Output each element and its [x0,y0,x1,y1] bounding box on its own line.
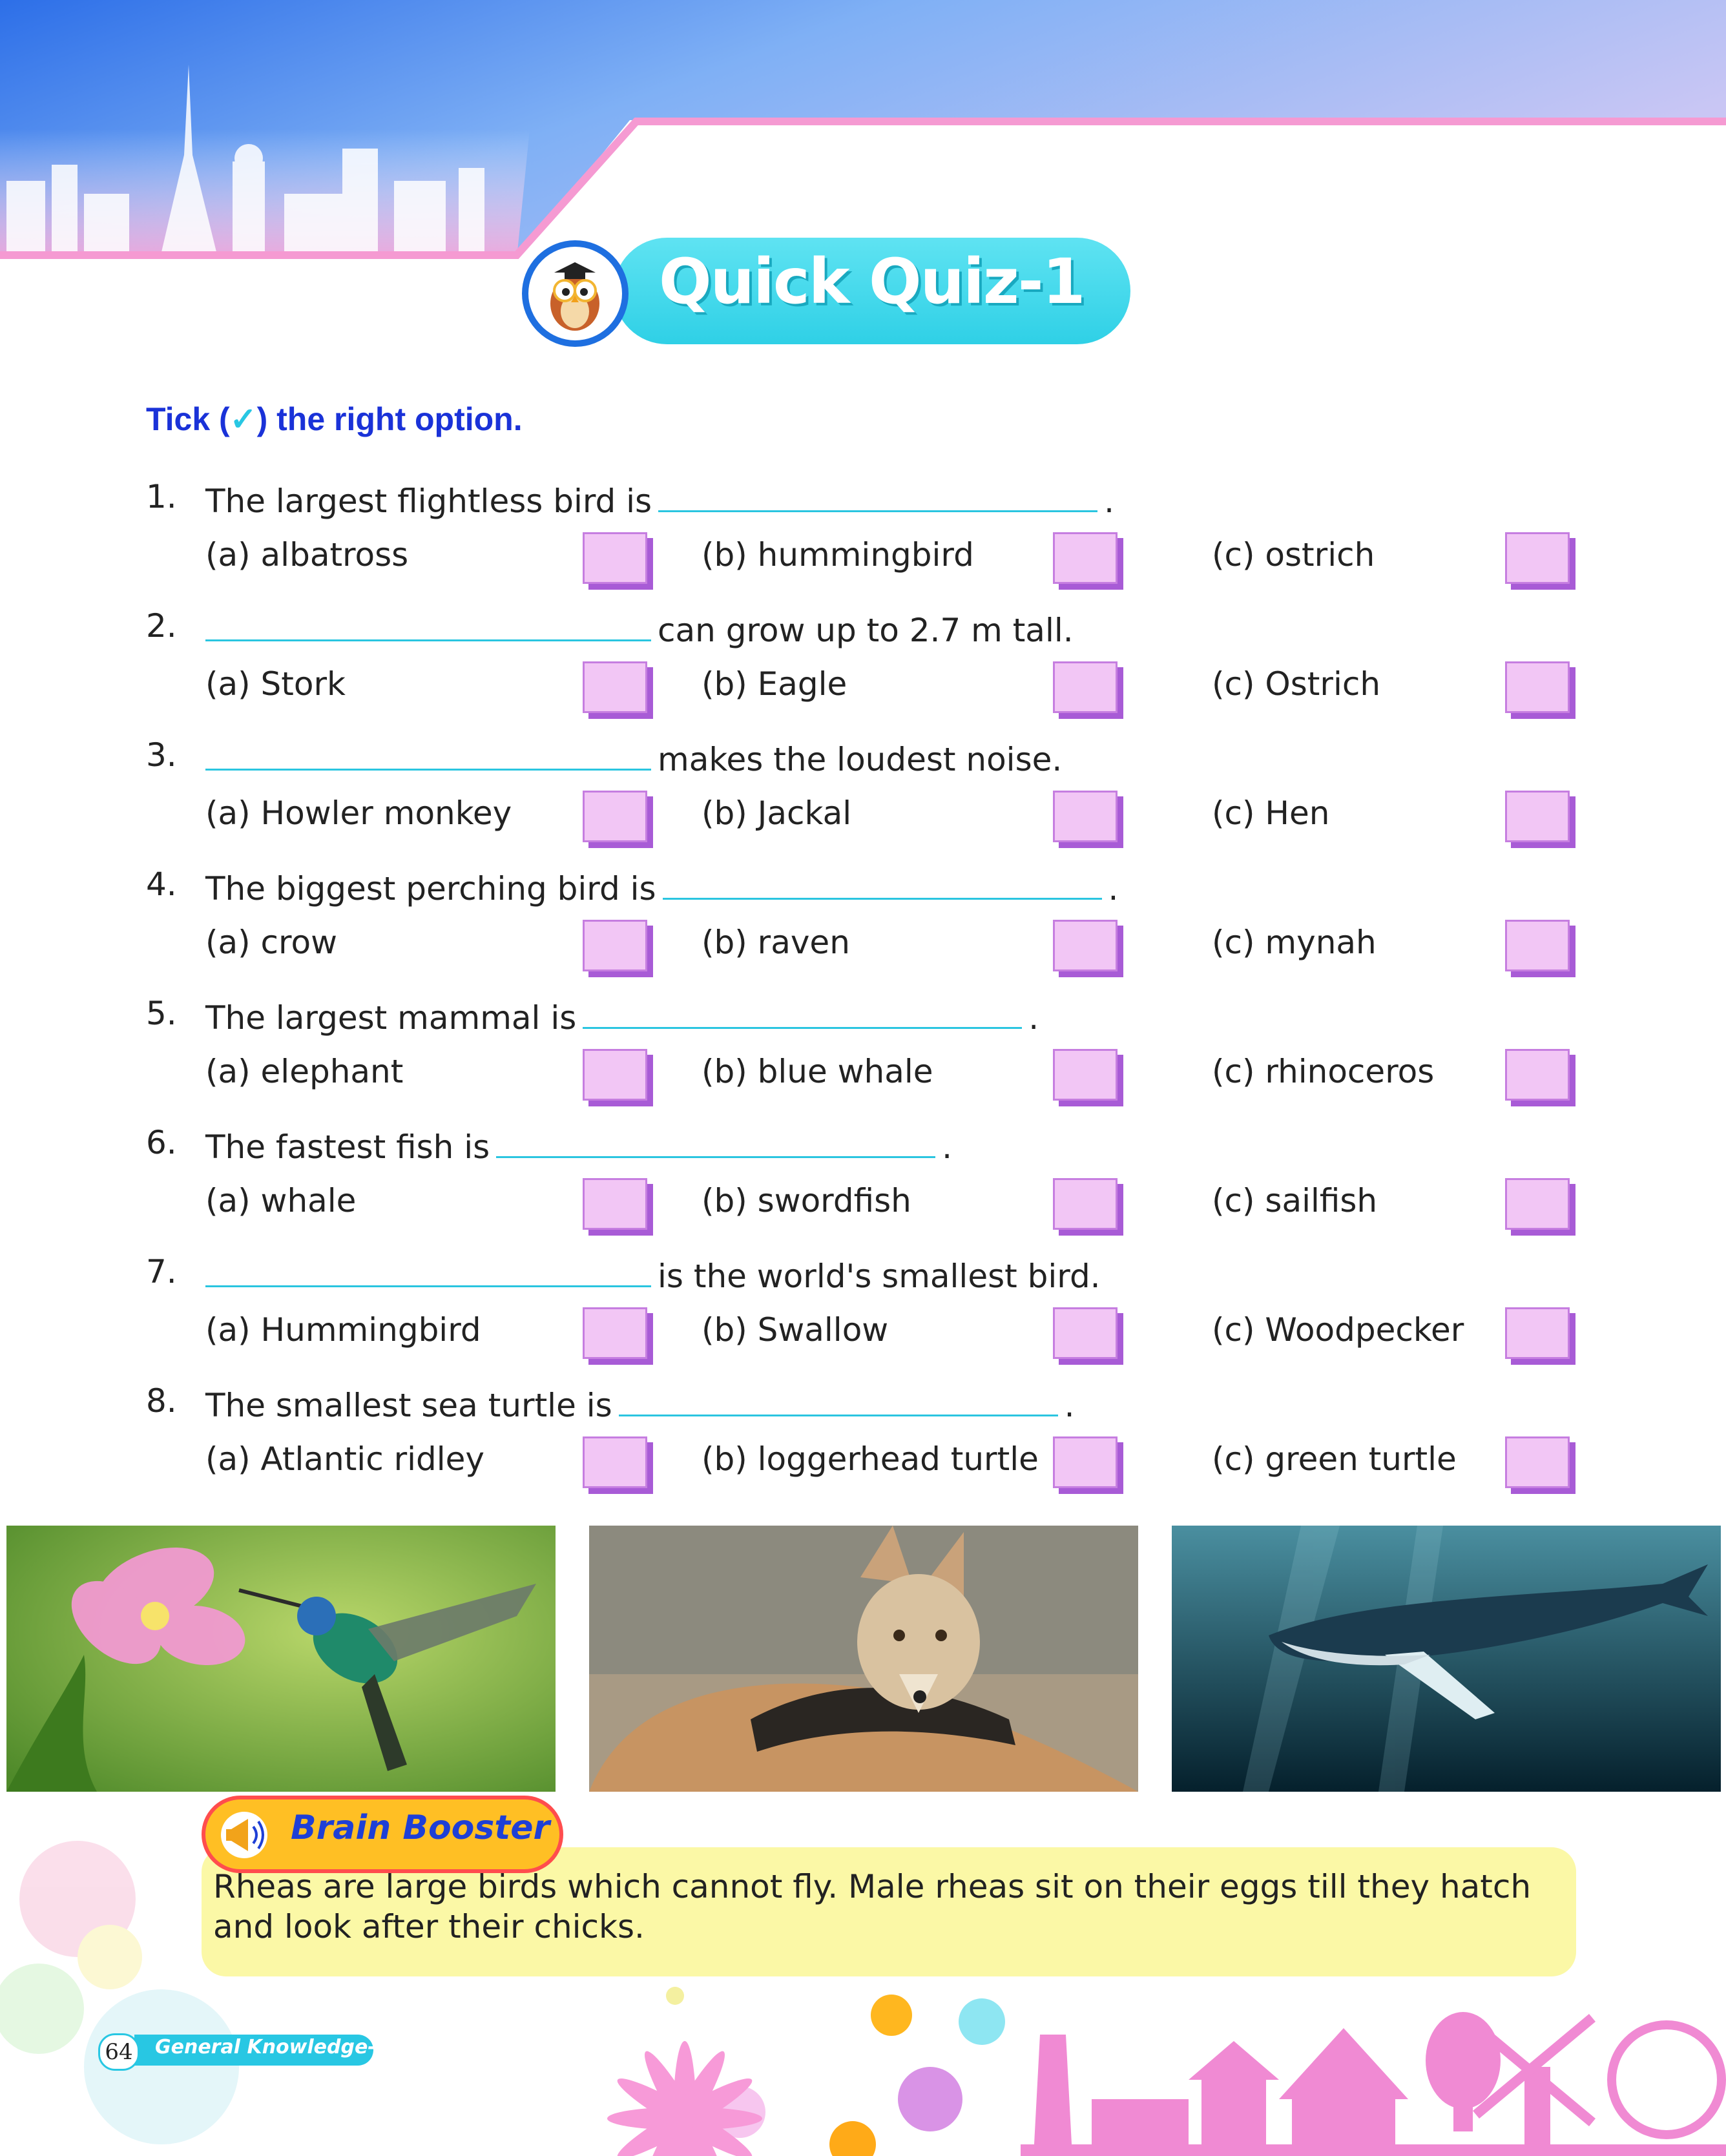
option-c-label: (c) Hen [1212,794,1330,832]
option-c-label: (c) Woodpecker [1212,1311,1464,1349]
question-number: 1. [146,478,177,515]
question-number: 5. [146,995,177,1032]
option-c-checkbox[interactable] [1505,1307,1570,1359]
option-a-checkbox[interactable] [583,791,647,842]
question-stem: The fastest fish is [205,1128,490,1166]
option-a-label: (a) Atlantic ridley [205,1440,485,1478]
answer-blank[interactable] [205,736,651,771]
option-a-label: (a) albatross [205,536,409,574]
option-c-label: (c) Ostrich [1212,665,1381,703]
option-c-label: (c) sailfish [1212,1182,1378,1219]
option-c-checkbox[interactable] [1505,1049,1570,1101]
option-b-checkbox[interactable] [1053,661,1118,713]
question-stem: The biggest perching bird is [205,870,656,907]
option-c-checkbox[interactable] [1505,1436,1570,1488]
option-b-label: (b) blue whale [702,1053,933,1090]
instruction-prefix: Tick ( [146,401,230,437]
option-b-checkbox[interactable] [1053,1178,1118,1230]
header-banner [0,0,1726,271]
option-b-checkbox[interactable] [1053,532,1118,584]
option-b-label: (b) Eagle [702,665,847,703]
question-stem: The smallest sea turtle is [205,1387,612,1424]
tick-icon: ✓ [229,401,257,437]
option-b-checkbox[interactable] [1053,791,1118,842]
question-end: is the world's smallest bird. [658,1258,1101,1295]
question-end: makes the loudest noise. [658,741,1063,778]
question-number: 4. [146,866,177,903]
brain-booster-text: Rheas are large birds which cannot fly. Male rheas sit on their eggs till they hatch and look after their chicks. [213,1868,1532,1945]
option-c-label: (c) green turtle [1212,1440,1457,1478]
question-text [205,1124,952,1166]
question-text [199,736,1062,778]
option-b-label: (b) raven [702,924,850,961]
jackal-photo [589,1526,1138,1792]
question-number: 2. [146,607,177,645]
instruction-suffix: ) the right option. [256,401,523,437]
question-end: . [1104,482,1114,520]
question-stem: The largest mammal is [205,999,577,1037]
option-b-checkbox[interactable] [1053,1307,1118,1359]
option-a-label: (a) Stork [205,665,346,703]
answer-blank[interactable] [663,866,1102,900]
option-a-checkbox[interactable] [583,920,647,971]
option-a-label: (a) crow [205,924,337,961]
question-text [205,1382,1075,1424]
answer-blank[interactable] [583,995,1022,1029]
answer-blank[interactable] [658,478,1097,512]
option-b-label: (b) swordfish [702,1182,911,1219]
option-c-label: (c) mynah [1212,924,1377,961]
question-end: . [1028,999,1039,1037]
answer-blank[interactable] [205,1253,651,1287]
question-number: 6. [146,1124,177,1161]
option-a-label: (a) Howler monkey [205,794,512,832]
option-a-label: (a) whale [205,1182,357,1219]
answer-blank[interactable] [205,607,651,641]
question-number: 7. [146,1253,177,1290]
question-end: . [942,1128,953,1166]
option-c-checkbox[interactable] [1505,661,1570,713]
answer-blank[interactable] [496,1124,935,1158]
option-b-checkbox[interactable] [1053,920,1118,971]
question-end: . [1108,870,1119,907]
page-title: Quick Quiz-1 [659,245,1085,318]
owl-mascot-icon [522,240,629,347]
option-c-checkbox[interactable] [1505,1178,1570,1230]
option-a-label: (a) elephant [205,1053,404,1090]
question-end: . [1064,1387,1075,1424]
option-b-label: (b) Swallow [702,1311,889,1349]
option-c-label: (c) ostrich [1212,536,1375,574]
option-a-checkbox[interactable] [583,1049,647,1101]
question-number: 8. [146,1382,177,1420]
brain-booster-title: Brain Booster [291,1809,550,1847]
whale-photo [1172,1526,1721,1792]
option-b-label: (b) Jackal [702,794,852,832]
question-number: 3. [146,736,177,774]
question-text [199,607,1074,649]
option-a-checkbox[interactable] [583,1307,647,1359]
option-b-label: (b) hummingbird [702,536,974,574]
question-end: can grow up to 2.7 m tall. [658,612,1074,649]
question-stem: The largest flightless bird is [205,482,652,520]
hummingbird-photo [6,1526,556,1792]
option-a-checkbox[interactable] [583,1436,647,1488]
option-b-label: (b) loggerhead turtle [702,1440,1039,1478]
question-text [205,995,1039,1037]
option-a-checkbox[interactable] [583,661,647,713]
answer-blank[interactable] [619,1382,1058,1416]
megaphone-icon [220,1810,276,1860]
option-a-checkbox[interactable] [583,1178,647,1230]
book-title: General Knowledge-6 [155,2036,390,2058]
option-c-checkbox[interactable] [1505,920,1570,971]
option-c-label: (c) rhinoceros [1212,1053,1435,1090]
option-b-checkbox[interactable] [1053,1049,1118,1101]
question-text [199,1253,1101,1295]
option-a-label: (a) Hummingbird [205,1311,481,1349]
option-c-checkbox[interactable] [1505,532,1570,584]
question-text [205,866,1118,907]
question-text [205,478,1114,520]
instruction [146,400,523,438]
option-a-checkbox[interactable] [583,532,647,584]
page-number: 64 [98,2033,140,2071]
option-b-checkbox[interactable] [1053,1436,1118,1488]
option-c-checkbox[interactable] [1505,791,1570,842]
